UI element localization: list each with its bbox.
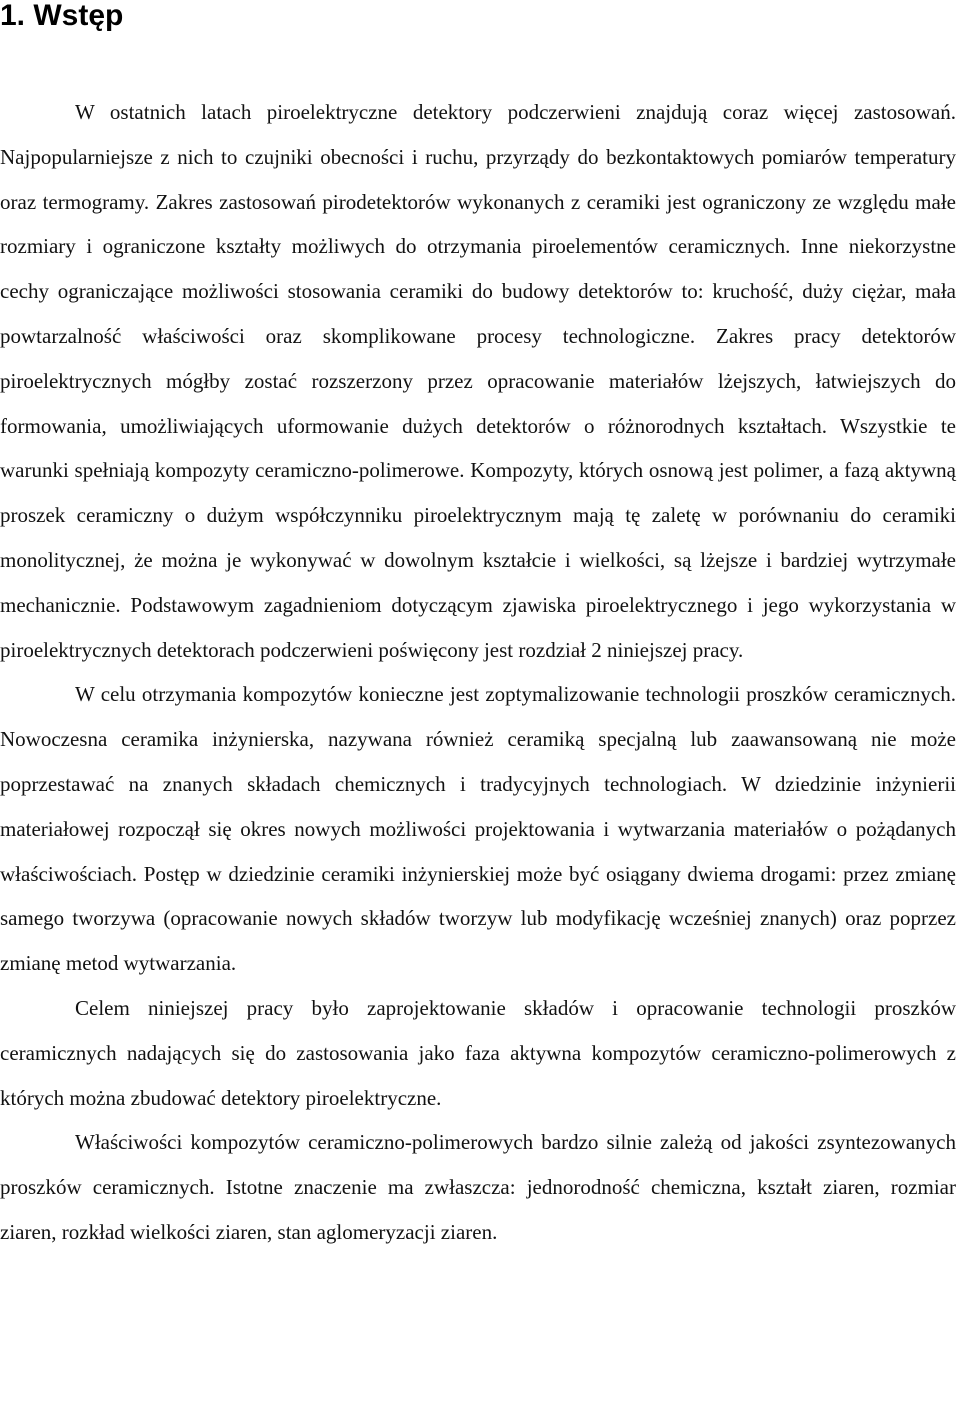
paragraph-1: W ostatnich latach piroelektryczne detektory podczerwieni znajdują coraz więcej zastosowań. Najpopularniejsze z nich to czujniki obecności i ruchu, przyrządy do bezkontaktowych pomiarów temperatury oraz termogramy. Zakres zastosowań pirodetektorów wykonanych z ceramiki jest ograniczony ze względu małe rozmiary i ograniczone kształty możliwych do otrzymania piroelementów ceramicznych. Inne niekorzystne cechy ograniczające możliwości stosowania ceramiki do budowy detektorów to: kruchość, duży ciężar, mała powtarzalność właściwości oraz skomplikowane procesy technologiczne. Zakres pracy detektorów piroelektrycznych mógłby zostać rozszerzony przez opracowanie materiałów lżejszych, łatwiejszych do formowania, umożliwiających uformowanie dużych detektorów o różnorodnych kształtach. Wszystkie te warunki spełniają kompozyty ceramiczno-polimerowe. Kompozyty, których osnową jest polimer, a fazą aktywną proszek ceramiczny o dużym współczynniku piroelektrycznym mają tę zaletę w porównaniu do ceramiki monolitycznej, że można je wykonywać w dowolnym kształcie i wielkości, są lżejsze i bardziej wytrzymałe mechanicznie. Podstawowym zagadnieniom dotyczącym zjawiska piroelektrycznego i jego wykorzystania w piroelektrycznych detektorach podczerwieni poświęcony jest rozdział 2 niniejszej pracy. [0, 100, 956, 662]
paragraph-3: Celem niniejszej pracy było zaprojektowanie składów i opracowanie technologii proszków ceramicznych nadających się do zastosowania jako faza aktywna kompozytów ceramiczno-polimerowych z których można zbudować detektory piroelektryczne. [0, 995, 956, 1110]
paragraph-4: Właściwości kompozytów ceramiczno-polimerowych bardzo silnie zależą od jakości zsyntezowanych proszków ceramicznych. Istotne znaczenie ma zwłaszcza: jednorodność chemiczna, kształt ziaren, rozmiar ziaren, rozkład wielkości ziaren, stan aglomeryzacji ziaren. [0, 1130, 956, 1244]
section-body [0, 90, 956, 1255]
paragraph-2: W celu otrzymania kompozytów konieczne jest zoptymalizowanie technologii proszków ceramicznych. Nowoczesna ceramika inżynierska, nazywana również ceramiką specjalną lub zaawansowaną nie może poprzestawać na znanych składach chemicznych i tradycyjnych technologiach. W dziedzinie inżynierii materiałowej rozpoczął się okres nowych możliwości projektowania i wytwarzania materiałów o pożądanych właściwościach. Postęp w dziedzinie ceramiki inżynierskiej może być osiągany dwiema drogami: przez zmianę samego tworzywa (opracowanie nowych składów tworzyw lub modyfikację wcześniej znanych) oraz poprzez zmianę metod wytwarzania. [0, 682, 956, 976]
section-heading: 1. Wstęp [0, 0, 124, 32]
